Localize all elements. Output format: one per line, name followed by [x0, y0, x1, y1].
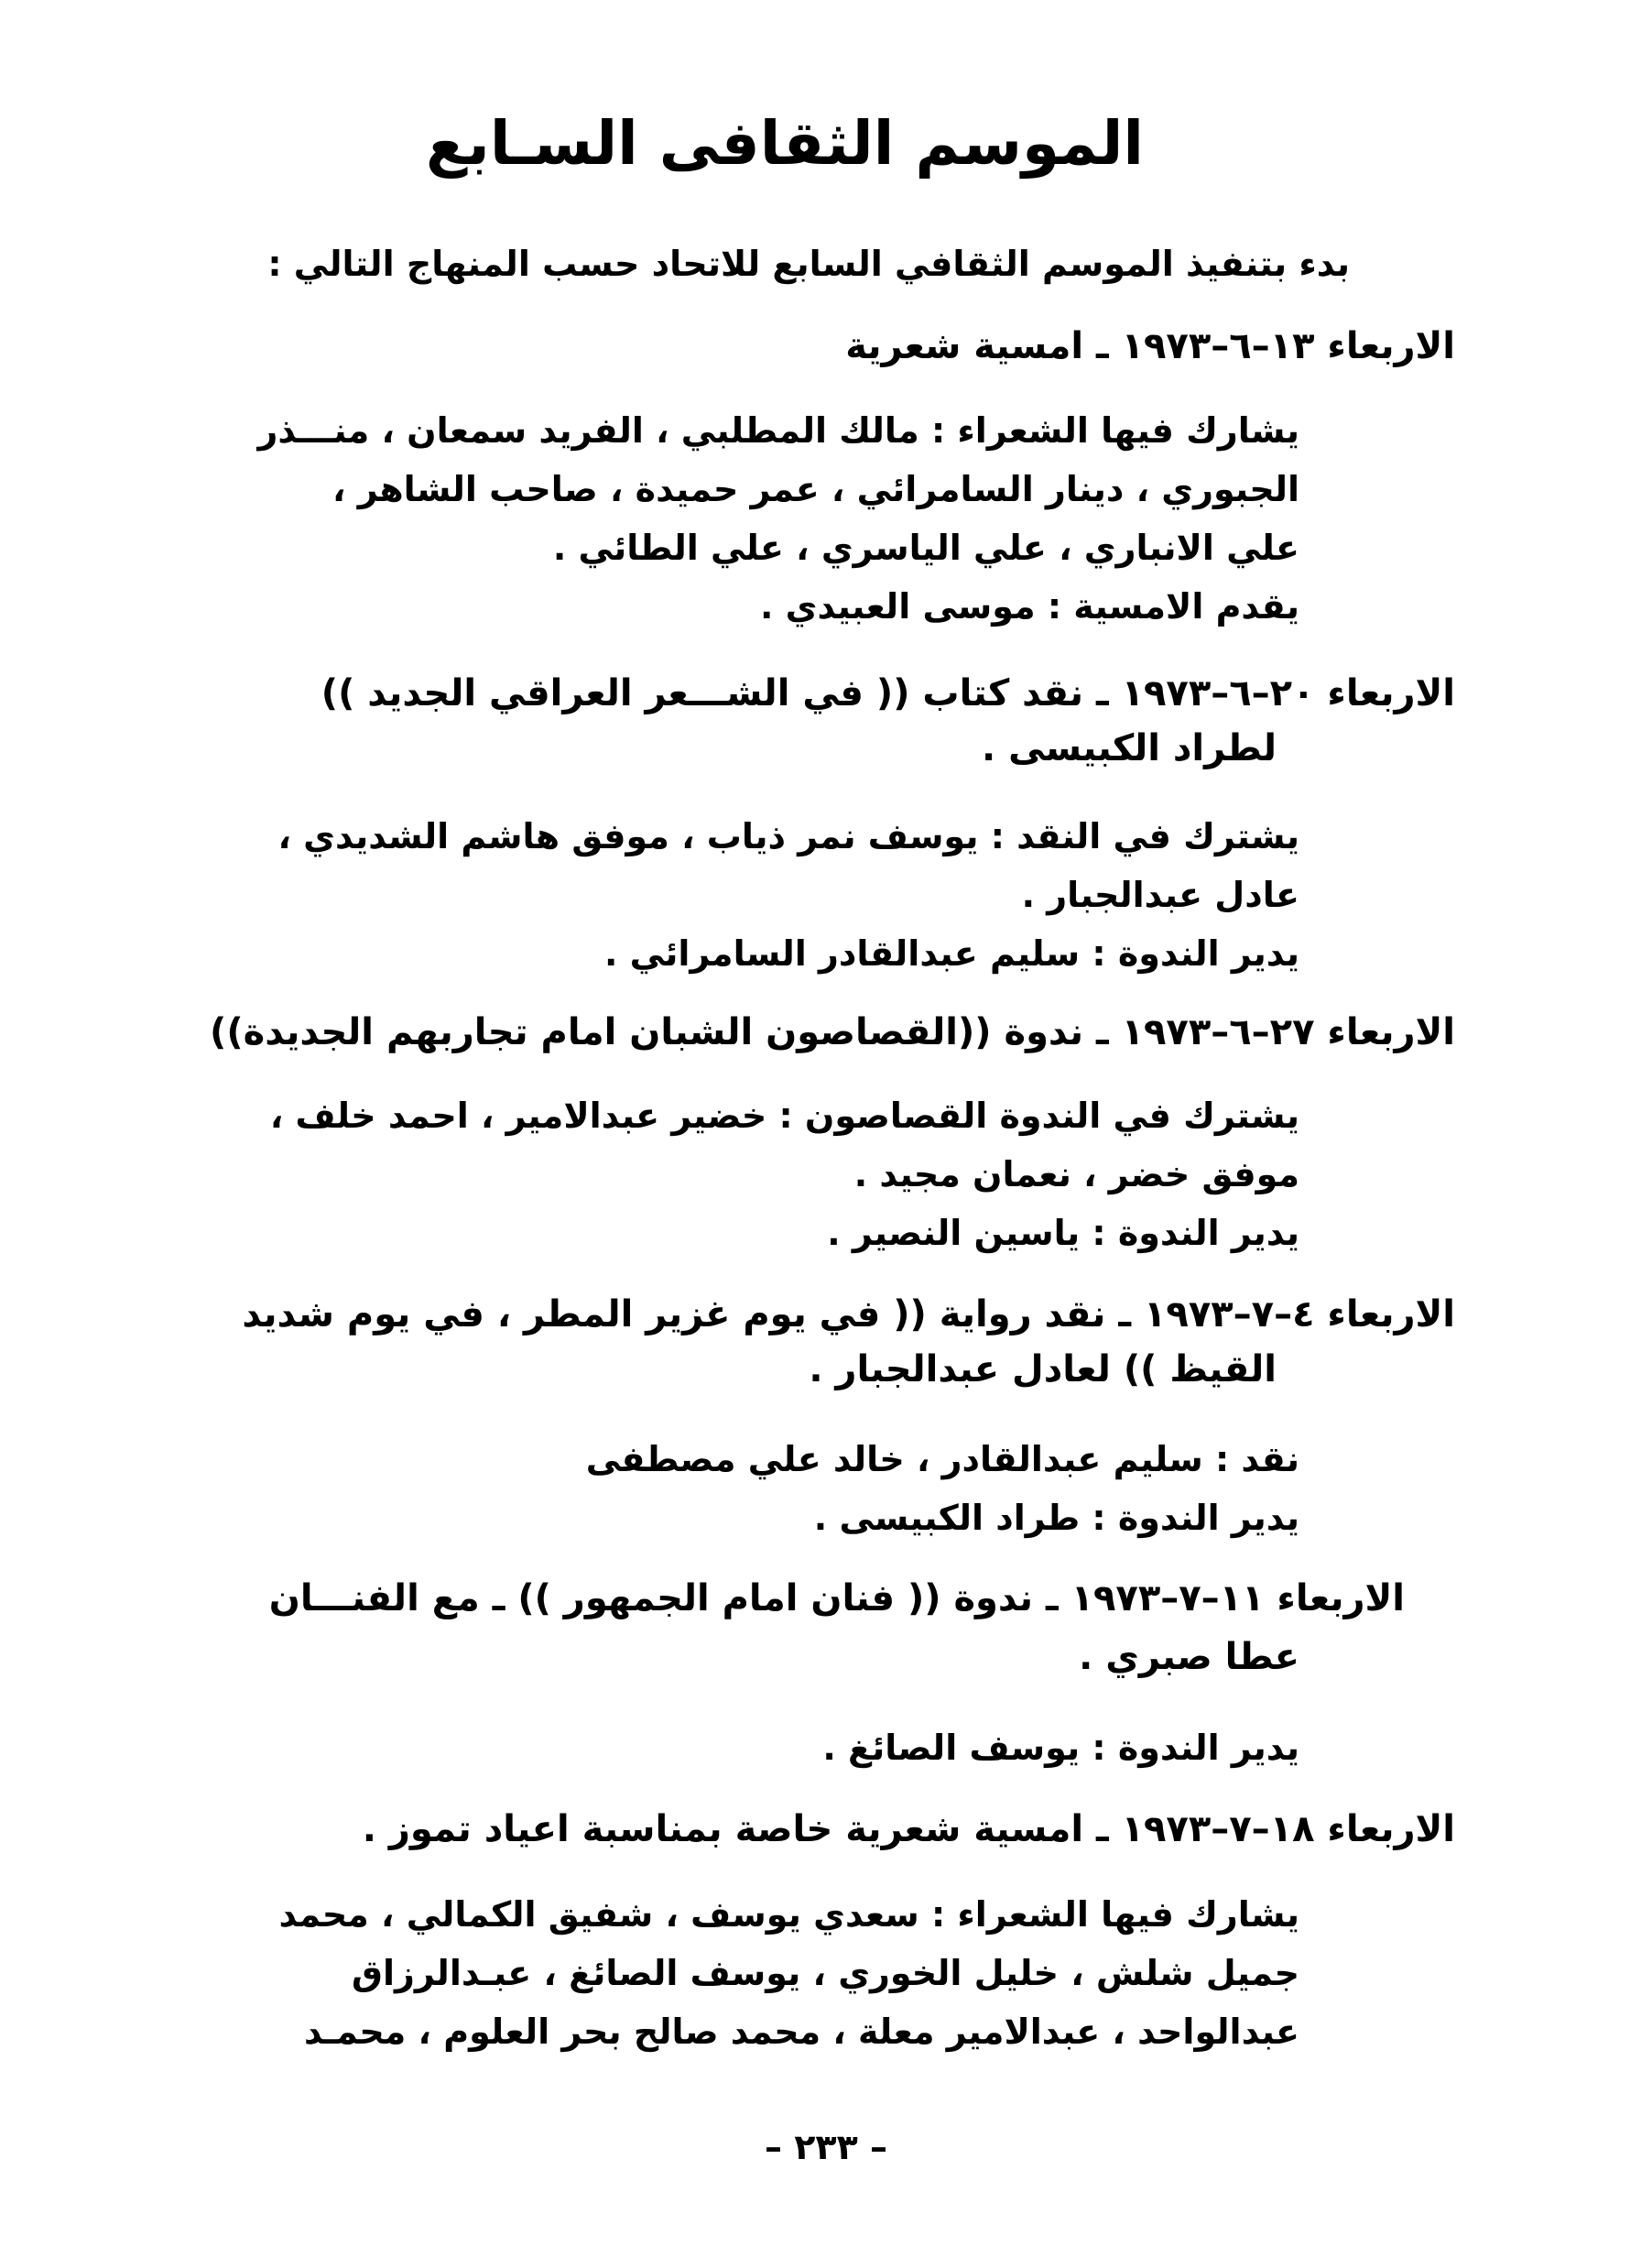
event-heading: الاربعاء ١٨–٧–١٩٧٣ ـ امسية شعرية خاصة بمناسبة اعياد تموز .: [362, 1808, 1455, 1850]
event-heading: الاربعاء ٢٠–٦–١٩٧٣ ـ نقد كتاب (( في الشـــعر العراقي الجديد )): [321, 672, 1455, 714]
event-heading-cont: لطراد الكبيسى .: [982, 727, 1277, 769]
page-number: – ٢٣٣ –: [764, 2127, 888, 2167]
event-heading: الاربعاء ٢٧–٦–١٩٧٣ ـ ندوة ((القصاصون الشبان امام تجاربهم الجديدة)): [210, 1011, 1455, 1053]
event-body-line: يدير الندوة : سليم عبدالقادر السامرائي .: [604, 933, 1299, 974]
event-body-line: نقد : سليم عبدالقادر ، خالد علي مصطفى: [585, 1439, 1299, 1479]
event-body-line: يدير الندوة : ياسين النصير .: [827, 1213, 1299, 1253]
event-body-line: عادل عبدالجبار .: [1021, 875, 1299, 915]
intro-text: بدء بتنفيذ الموسم الثقافي السابع للاتحاد حسب المنهاج التالي :: [267, 244, 1350, 284]
event-body-line: يشارك فيها الشعراء : مالك المطلبي ، الفريد سمعان ، منـــذر: [257, 410, 1299, 451]
event-body-line: يشارك فيها الشعراء : سعدي يوسف ، شفيق الكمالي ، محمد: [278, 1894, 1299, 1935]
event-heading: الاربعاء ١٣–٦–١٩٧٣ ـ امسية شعرية: [845, 325, 1455, 367]
event-body-line: يشترك في الندوة القصاصون : خضير عبدالامير ، احمد خلف ،: [269, 1096, 1299, 1136]
event-body-line: يشترك في النقد : يوسف نمر ذياب ، موفق هاشم الشديدي ،: [277, 816, 1299, 856]
event-body-line: عبدالواحد ، عبدالامير معلة ، محمد صالح بحر العلوم ، محمـد: [304, 2012, 1299, 2052]
page-title: الموسم الثقافى السـابع: [425, 108, 1145, 179]
event-heading: الاربعاء ١١–٧–١٩٧٣ ـ ندوة (( فنان امام الجمهور )) ـ مع الفنـــان: [268, 1577, 1405, 1619]
event-body-line: يدير الندوة : يوسف الصائغ .: [822, 1728, 1299, 1768]
event-body-line: يدير الندوة : طراد الكبيسى .: [813, 1498, 1299, 1538]
event-body-line: علي الانباري ، علي الياسري ، علي الطائي .: [552, 528, 1299, 568]
event-body-line: موفق خضر ، نعمان مجيد .: [853, 1154, 1299, 1194]
event-body-line: الجبوري ، دينار السامرائي ، عمر حميدة ، صاحب الشاهر ،: [332, 469, 1299, 509]
event-heading-cont: عطا صبري .: [1079, 1636, 1299, 1678]
event-heading: الاربعاء ٤–٧–١٩٧٣ ـ نقد رواية (( في يوم غزير المطر ، في يوم شديد: [242, 1293, 1455, 1336]
event-body-line: جميل شلش ، خليل الخوري ، يوسف الصائغ ، عبـدالرزاق: [352, 1953, 1299, 1993]
event-body-line: يقدم الامسية : موسى العبيدي .: [760, 586, 1299, 627]
event-heading-cont: القيظ )) لعادل عبدالجبار .: [809, 1348, 1277, 1390]
